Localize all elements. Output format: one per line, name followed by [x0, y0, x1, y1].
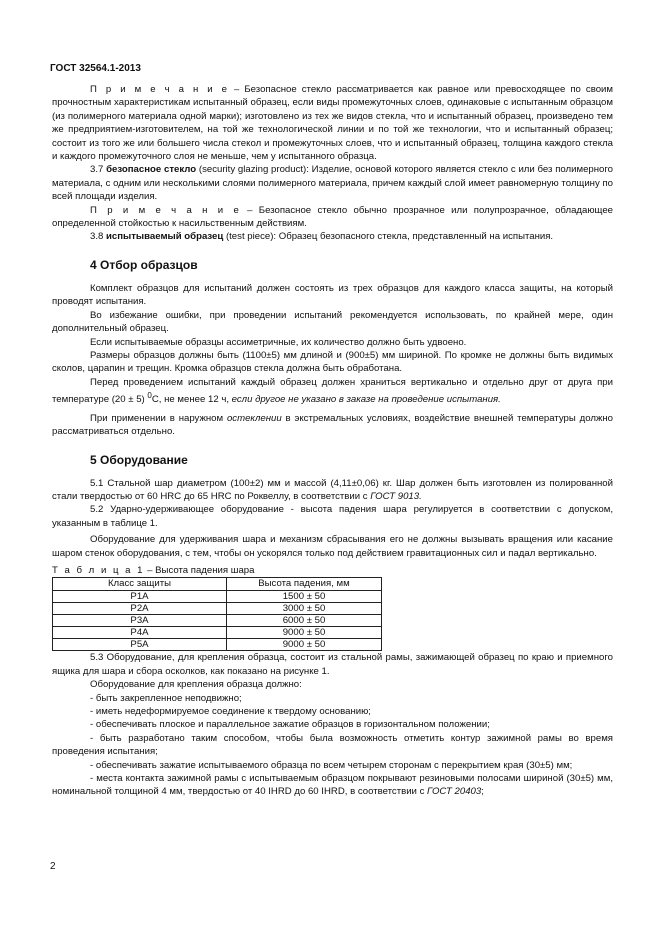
table-cell: P1A [53, 591, 227, 603]
text-run: С, не менее 12 ч, [151, 394, 232, 406]
paragraph [52, 477, 613, 504]
list-item: - быть закрепленное неподвижно; [90, 692, 242, 704]
text-run: При применении в наружном [90, 412, 227, 424]
section-heading-5: 5 Оборудование [90, 452, 188, 467]
table-cell: P3A [53, 615, 227, 627]
definition-3-7 [52, 163, 613, 203]
table-caption [52, 564, 613, 577]
drop-height-table [52, 577, 382, 651]
degree-superscript: 0 [147, 391, 152, 401]
note-paragraph [52, 204, 613, 231]
list-item: - обеспечивать плоское и параллельное зажатие образцов в горизонтальном положении; [90, 719, 490, 731]
column-header: Высота падения, мм [227, 578, 382, 591]
table-cell: 6000 ± 50 [227, 615, 382, 627]
paragraph: Во избежание ошибки, при проведении испытаний рекомендуется использовать, по крайней мере, один дополнительный образец. [52, 309, 613, 335]
paragraph: Оборудование для удерживания шара и механизм сбрасывания его не должны вызывать вращения или касание шаром стенок оборудования, с тем, чтобы он ускорялся только под действием гравитационных сил и падал вертикально. [52, 534, 613, 559]
document-header: ГОСТ 32564.1-2013 [50, 63, 141, 74]
definition-term: безопасное стекло [106, 164, 197, 176]
clause-number: 3.8 [90, 231, 107, 243]
table-row [53, 627, 382, 639]
paragraph: Оборудование для крепления образца должно: [90, 679, 302, 691]
note-label: П р и м е ч а н и е [90, 204, 241, 216]
table-cell: 1500 ± 50 [227, 591, 382, 603]
table-cell: 3000 ± 50 [227, 603, 382, 615]
text-run: 5.1 Стальной шар диаметром (100±2) мм и массой (4,11±0,06) кг. Шар должен быть изготовлен из полированной стали твердостью от 60 HRC до 65 HRC по Роквеллу, в соответствии с [52, 477, 613, 502]
table-cell: P2A [53, 603, 227, 615]
paragraph [52, 412, 613, 439]
table-cell: P5A [53, 639, 227, 651]
paragraph: 5.2 Ударно-удерживающее оборудование - высота падения шара регулируется в соответствии с допуском, указанным в таблице 1. [52, 504, 613, 529]
list-item: - обеспечивать зажатие испытываемого образца по всем четырем сторонам с перекрытием края (30±5) мм; [90, 759, 573, 771]
table-cell: 9000 ± 50 [227, 627, 382, 639]
document-body [52, 83, 613, 799]
note-paragraph [52, 83, 613, 163]
standard-reference: ГОСТ 20403 [427, 786, 482, 798]
text-run: в экстремальных условиях, воздействие внешней температуры должно рассматриваться отдельно. [52, 412, 614, 438]
page-number: 2 [50, 861, 56, 872]
paragraph [52, 376, 613, 407]
paragraph: Размеры образцов должны быть (1100±5) мм длиной и (900±5) мм шириной. По кромке не должны быть видимых сколов, царапин и трещин. Кромка образцов стекла должна быть обработана. [52, 349, 613, 375]
standard-reference: ГОСТ 9013. [370, 490, 422, 502]
note-text: – Безопасное стекло обычно прозрачное или полупрозрачное, обладающее определенной стойкостью к насильственным действиям. [52, 204, 613, 230]
paragraph: 5.3 Оборудование, для крепления образца, состоит из стальной рамы, зажимающей образец по краю и приемного ящика для шара и сбора осколков, как показано на рисунке 1. [52, 652, 613, 677]
text-run: ; [481, 786, 484, 798]
paragraph: Комплект образцов для испытаний должен состоять из трех образцов для каждого класса защиты, на который проводят испытания. [52, 282, 613, 308]
column-header: Класс защиты [53, 578, 227, 591]
table-cell: P4A [53, 627, 227, 639]
italic-text: если другое не указано в заказе на проведение испытания. [231, 394, 501, 406]
table-row [53, 615, 382, 627]
list-item: - иметь недеформируемое соединение к твердому основанию; [90, 706, 371, 717]
table-row [53, 591, 382, 603]
table-row [53, 603, 382, 615]
clause-number: 3.7 [90, 164, 107, 176]
definition-text: (test piece): Образец безопасного стекла, представленный на испытания. [223, 231, 554, 243]
table-label: Т а б л и ц а 1 [52, 564, 145, 576]
text-run: Перед проведением испытаний каждый образец должен храниться вертикально и отдельно друг от друга при температуре (20 ± 5) [52, 376, 613, 406]
definition-text: (security glazing product): Изделие, основой которого является стекло с или без полимерного материала, с одним или несколькими слоями полимерного материала, причем каждый слой имеет равномерную толщину по всей площади изделия. [52, 164, 613, 203]
table-cell: 9000 ± 50 [227, 639, 382, 651]
table-row [53, 639, 382, 651]
text-run: - места контакта зажимной рамы с испытываемым образцом покрывают резиновыми полосами шириной (30±5) мм, номинальной толщиной 4 мм, твердостью от 40 IHRD до 60 IHRD, в соответствии с [52, 773, 613, 798]
note-text: – Безопасное стекло рассматривается как равное или превосходящее по своим прочностным характеристикам испытанный образец, если виды промежуточных слоев, одинаковые с испытанным образцом (из полимерного материала одной марки); изготовлено из тех же видов стекла, что и испытанный образец, произведено тем же предприятием-изготовителем, на той же технологической линии и по той же технологии, что и испытанный образец; состоит из того же или большего числа стекол и промежуточных слоев, что и испытанный образец, толщина каждого стекла и каждого промежуточного слоя не меньше, чем у испытанного образца. [52, 84, 613, 163]
note-label: П р и м е ч а н и е [90, 84, 230, 95]
paragraph: Если испытываемые образцы ассиметричные, их количество должно быть удвоено. [90, 336, 467, 348]
table-header-row [53, 578, 382, 591]
definition-term: испытываемый образец [106, 231, 224, 243]
list-item: - быть разработано таким способом, чтобы была возможность отметить контур зажимной рамы во время проведения испытания; [52, 732, 613, 758]
definition-3-8 [52, 230, 613, 243]
section-heading-4: 4 Отбор образцов [90, 257, 198, 272]
list-item [52, 772, 613, 799]
table-title: – Высота падения шара [144, 564, 255, 576]
italic-text: остеклении [226, 412, 282, 424]
